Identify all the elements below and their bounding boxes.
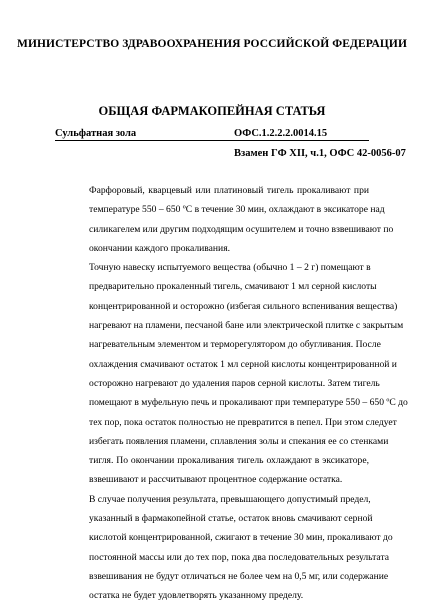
text-line: нагревательным элементом и терморегулятором до обугливания. После bbox=[89, 339, 381, 351]
article-code: ОФС.1.2.2.2.0014.15 bbox=[234, 128, 328, 139]
text-line: температуре 550 – 650 ºС в течение 30 мин, охлаждают в эксикаторе над bbox=[89, 204, 385, 216]
document-title: ОБЩАЯ ФАРМАКОПЕЙНАЯ СТАТЬЯ bbox=[98, 104, 326, 118]
text-line: избегать появления пламени, сплавления золы и спекания ее со стенками bbox=[89, 435, 389, 447]
text-line: взвешивают и рассчитывают процентное содержание остатка. bbox=[89, 474, 343, 486]
text-line: постоянной массы или до тех пор, пока два последовательных результата bbox=[89, 551, 390, 563]
text-line: указанный в фармакопейной статье, остаток вновь смачивают серной bbox=[89, 513, 373, 525]
text-line: охлаждения смачивают остаток 1 мл серной кислоты концентрированной и bbox=[89, 358, 397, 370]
text-line: силикагелем или другим подходящим осушителем и точно взвешивают по bbox=[89, 223, 394, 235]
paragraph bbox=[55, 258, 408, 490]
text-line: концентрированной и осторожно (избегая сильного вспенивания вещества) bbox=[89, 300, 398, 312]
text-line: тигля. По окончании прокаливания тигель охлаждают в эксикаторе, bbox=[89, 455, 369, 467]
text-line: тех пор, пока остаток полностью не превратится в пепел. При этом следует bbox=[89, 416, 397, 428]
meta-divider bbox=[55, 140, 369, 141]
text-line: предварительно прокаленный тигель, смачивают 1 мл серной кислоты bbox=[89, 281, 377, 293]
text-line: Фарфоровый, кварцевый или платиновый тигель прокаливают при bbox=[89, 185, 369, 196]
text-line: кислотой концентрированной, сжигают в течение 30 мин, прокаливают до bbox=[89, 532, 393, 544]
replaces-reference: Взамен ГФ XII, ч.1, ОФС 42-0056-07 bbox=[234, 148, 406, 159]
text-line: Точную навеску испытуемого вещества (обычно 1 – 2 г) помещают в bbox=[89, 262, 371, 274]
paragraph bbox=[55, 490, 393, 606]
text-line: остатка не будет удовлетворять указанному пределу. bbox=[89, 590, 304, 602]
text-line: В случае получения результата, превышающего допустимый предел, bbox=[89, 493, 371, 505]
text-line: нагревают на пламени, песчаной бане или электрической плитке с закрытым bbox=[89, 320, 404, 332]
ministry-header: МИНИСТЕРСТВО ЗДРАВООХРАНЕНИЯ РОССИЙСКОЙ ФЕДЕРАЦИИ bbox=[16, 38, 407, 50]
text-line: помещают в муфельную печь и прокаливают при температуре 550 – 650 ºС до bbox=[89, 397, 408, 409]
paragraph bbox=[55, 181, 394, 258]
text-line: осторожно нагревают до удаления паров серной кислоты. Затем тигель bbox=[89, 377, 380, 389]
article-subject: Сульфатная зола bbox=[55, 128, 137, 139]
text-line: взвешивания не будут отличаться не более чем на 0,5 мг, или содержание bbox=[89, 570, 389, 582]
article-body bbox=[55, 181, 408, 606]
text-line: окончании каждого прокаливания. bbox=[89, 242, 231, 254]
